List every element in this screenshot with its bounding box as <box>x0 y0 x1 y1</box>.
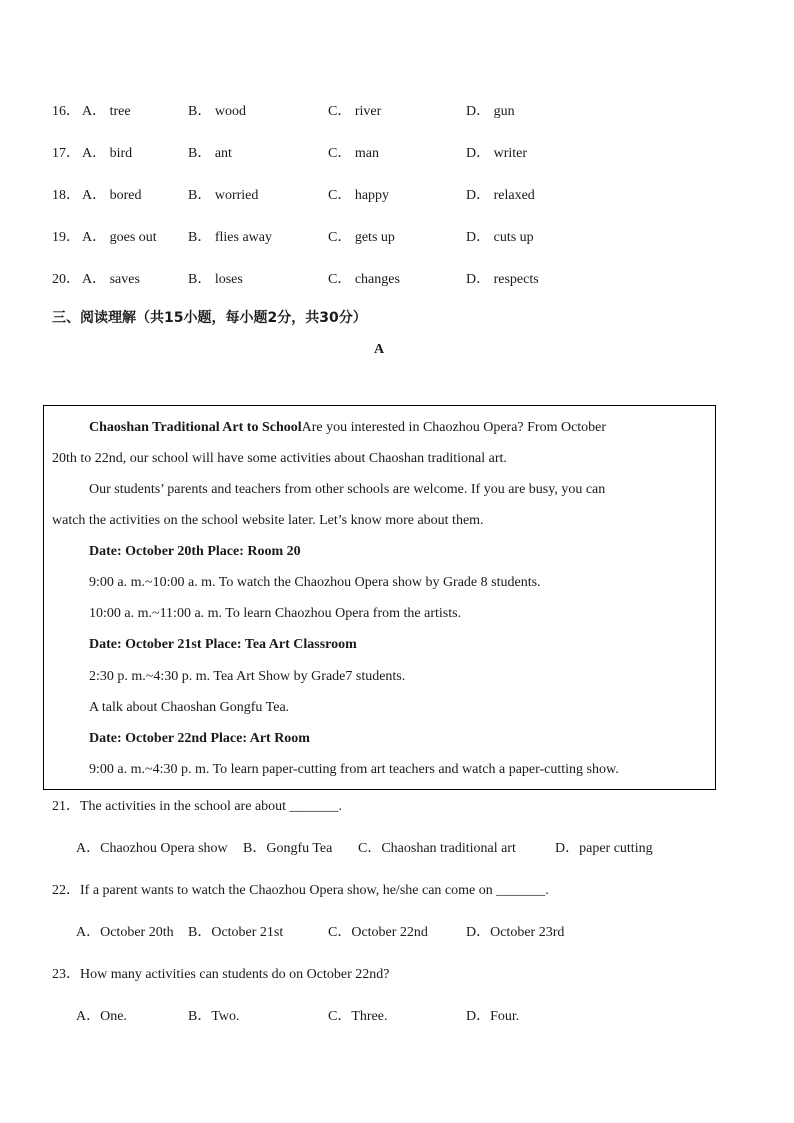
para2-line-1: Our students’ parents and teachers from other schools are welcome. If you are busy, you can <box>89 482 606 497</box>
option-c: C． man <box>328 146 379 161</box>
option-c: C． river <box>328 104 382 119</box>
question-number: 18． <box>52 188 80 203</box>
schedule-item: 9:00 a. m.~4:30 p. m. To learn paper-cutting from art teachers and watch a paper-cutting show. <box>89 762 619 777</box>
question-21-stem: 21．The activities in the school are about _______. <box>52 799 343 814</box>
option-b: B． worried <box>188 188 259 203</box>
option-a: A． bored <box>82 188 142 203</box>
option-c: C．Three. <box>328 1009 388 1024</box>
option-d: D． gun <box>466 104 515 119</box>
option-b: B． flies away <box>188 230 272 245</box>
passage-title: Chaoshan Traditional Art to School <box>89 420 302 435</box>
schedule-item: 10:00 a. m.~11:00 a. m. To learn Chaozhou Opera from the artists. <box>89 606 462 621</box>
option-d: D． respects <box>466 272 539 287</box>
option-b: B．October 21st <box>188 925 284 940</box>
option-a: A． saves <box>82 272 140 287</box>
question-22-stem: 22．If a parent wants to watch the Chaozhou Opera show, he/she can come on _______. <box>52 883 549 898</box>
date-heading-1: Date: October 20th Place: Room 20 <box>89 544 301 559</box>
section-heading: 三、阅读理解（共15小题，每小题2分，共30分） <box>52 310 367 326</box>
option-c: C． changes <box>328 272 400 287</box>
date-heading-2: Date: October 21st Place: Tea Art Classroom <box>89 637 357 652</box>
question-number: 20． <box>52 272 80 287</box>
option-a: A．October 20th <box>76 925 174 940</box>
option-a: A．One. <box>76 1009 127 1024</box>
option-a: A． bird <box>82 146 133 161</box>
option-a: A．Chaozhou Opera show <box>76 841 228 856</box>
question-number: 17． <box>52 146 80 161</box>
intro-text: Are you interested in Chaozhou Opera? From October <box>301 420 607 435</box>
option-c: C．Chaoshan traditional art <box>358 841 516 856</box>
passage-label: A <box>374 342 385 357</box>
date-heading-3: Date: October 22nd Place: Art Room <box>89 731 310 746</box>
option-a: A． goes out <box>82 230 157 245</box>
schedule-item: A talk about Chaoshan Gongfu Tea. <box>89 700 290 715</box>
option-d: D． relaxed <box>466 188 535 203</box>
option-d: D．October 23rd <box>466 925 565 940</box>
para2-line-2: watch the activities on the school website later. Let’s know more about them. <box>52 513 484 528</box>
option-d: D． cuts up <box>466 230 534 245</box>
option-d: D．Four. <box>466 1009 520 1024</box>
schedule-item: 2:30 p. m.~4:30 p. m. Tea Art Show by Grade7 students. <box>89 669 406 684</box>
question-number: 16． <box>52 104 80 119</box>
intro-line-1 <box>89 418 709 438</box>
option-a: A． tree <box>82 104 131 119</box>
option-b: B．Gongfu Tea <box>243 841 333 856</box>
option-b: B．Two. <box>188 1009 240 1024</box>
reading-passage-box <box>43 405 716 790</box>
intro-line-2: 20th to 22nd, our school will have some activities about Chaoshan traditional art. <box>52 451 507 466</box>
option-c: C．October 22nd <box>328 925 428 940</box>
option-d: D．paper cutting <box>555 841 653 856</box>
option-d: D． writer <box>466 146 528 161</box>
option-b: B． wood <box>188 104 246 119</box>
option-b: B． loses <box>188 272 243 287</box>
question-number: 19． <box>52 230 80 245</box>
option-c: C． gets up <box>328 230 395 245</box>
schedule-item: 9:00 a. m.~10:00 a. m. To watch the Chaozhou Opera show by Grade 8 students. <box>89 575 541 590</box>
option-c: C． happy <box>328 188 390 203</box>
option-b: B． ant <box>188 146 232 161</box>
question-23-stem: 23．How many activities can students do on October 22nd? <box>52 967 390 982</box>
